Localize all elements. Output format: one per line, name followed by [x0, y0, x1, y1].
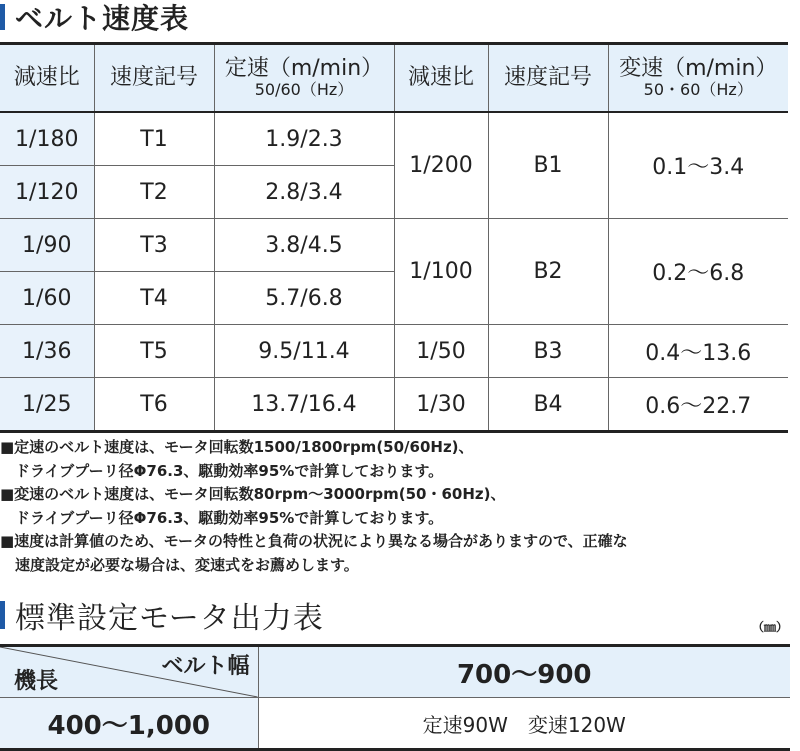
ratio-cell: 1/60	[0, 272, 94, 325]
ratio-cell: 1/200	[394, 112, 488, 219]
code-cell: B1	[488, 112, 608, 219]
code-cell: T6	[94, 378, 214, 432]
motor-output-section-title	[0, 596, 324, 634]
ratio-cell: 1/100	[394, 219, 488, 325]
unit-label: （㎜）	[751, 620, 788, 634]
header-variable-sub: 50・60（Hz）	[643, 80, 753, 100]
speed-cell: 5.7/6.8	[214, 272, 394, 325]
ratio-cell: 1/90	[0, 219, 94, 272]
code-cell: T3	[94, 219, 214, 272]
header-ratio-fixed: 減速比	[0, 44, 94, 113]
title-accent-bar	[0, 601, 5, 629]
note-line: ドライブプーリ径Φ76.3、駆動効率95%で計算しております。	[0, 508, 444, 527]
note-line: ドライブプーリ径Φ76.3、駆動効率95%で計算しております。	[0, 461, 444, 480]
ratio-cell: 1/30	[394, 378, 488, 432]
header-fixed-sub: 50/60（Hz）	[254, 80, 354, 100]
header-fixed-label: 定速（m/min）	[224, 56, 384, 82]
header-variable-speed	[608, 44, 788, 113]
table-row	[0, 219, 788, 272]
table-row	[0, 112, 788, 166]
ratio-cell: 1/50	[394, 325, 488, 378]
header-code-fixed: 速度記号	[94, 44, 214, 113]
code-cell: T5	[94, 325, 214, 378]
code-cell: B4	[488, 378, 608, 432]
speed-cell: 1.9/2.3	[214, 112, 394, 166]
note-line: ■速度は計算値のため、モータの特性と負荷の状況により異なる場合がありますので、正確な	[0, 532, 628, 550]
speed-cell: 0.2～6.8	[608, 219, 788, 325]
belt-width-range: 700～900	[258, 646, 790, 698]
ratio-cell: 1/120	[0, 166, 94, 219]
header-fixed-speed	[214, 44, 394, 113]
belt-speed-title: ベルト速度表	[15, 2, 190, 35]
note-line: 速度設定が必要な場合は、変速式をお薦めします。	[0, 555, 359, 574]
code-cell: T4	[94, 272, 214, 325]
motor-output-title: 標準設定モータ出力表	[15, 601, 324, 636]
table-header-row	[0, 646, 790, 698]
belt-speed-section-title	[0, 0, 189, 34]
speed-cell: 13.7/16.4	[214, 378, 394, 432]
calculation-notes	[0, 436, 790, 577]
note-line: ■定速のベルト速度は、モータ回転数1500/1800rpm(50/60Hz)、	[0, 438, 474, 456]
table-row	[0, 378, 788, 432]
motor-output-table	[0, 644, 790, 751]
speed-cell: 0.6～22.7	[608, 378, 788, 432]
belt-width-label: ベルト幅	[161, 654, 250, 679]
table-row	[0, 698, 790, 750]
belt-speed-table	[0, 42, 788, 433]
speed-cell: 0.1～3.4	[608, 112, 788, 219]
code-cell: B2	[488, 219, 608, 325]
speed-cell: 9.5/11.4	[214, 325, 394, 378]
header-ratio-variable: 減速比	[394, 44, 488, 113]
table-header-row	[0, 44, 788, 113]
header-variable-label: 変速（m/min）	[619, 56, 778, 82]
speed-cell: 2.8/3.4	[214, 166, 394, 219]
machine-length-range: 400～1,000	[0, 698, 258, 750]
ratio-cell: 1/180	[0, 112, 94, 166]
code-cell: T1	[94, 112, 214, 166]
table-row	[0, 325, 788, 378]
machine-length-label: 機長	[14, 669, 59, 694]
ratio-cell: 1/25	[0, 378, 94, 432]
ratio-cell: 1/36	[0, 325, 94, 378]
speed-cell: 3.8/4.5	[214, 219, 394, 272]
code-cell: B3	[488, 325, 608, 378]
title-accent-bar	[0, 4, 5, 30]
corner-header-cell	[0, 646, 258, 698]
header-code-variable: 速度記号	[488, 44, 608, 113]
code-cell: T2	[94, 166, 214, 219]
note-line: ■変速のベルト速度は、モータ回転数80rpm～3000rpm(50・60Hz)、	[0, 485, 506, 503]
motor-output-value: 定速90W 変速120W	[258, 698, 790, 750]
speed-cell: 0.4～13.6	[608, 325, 788, 378]
